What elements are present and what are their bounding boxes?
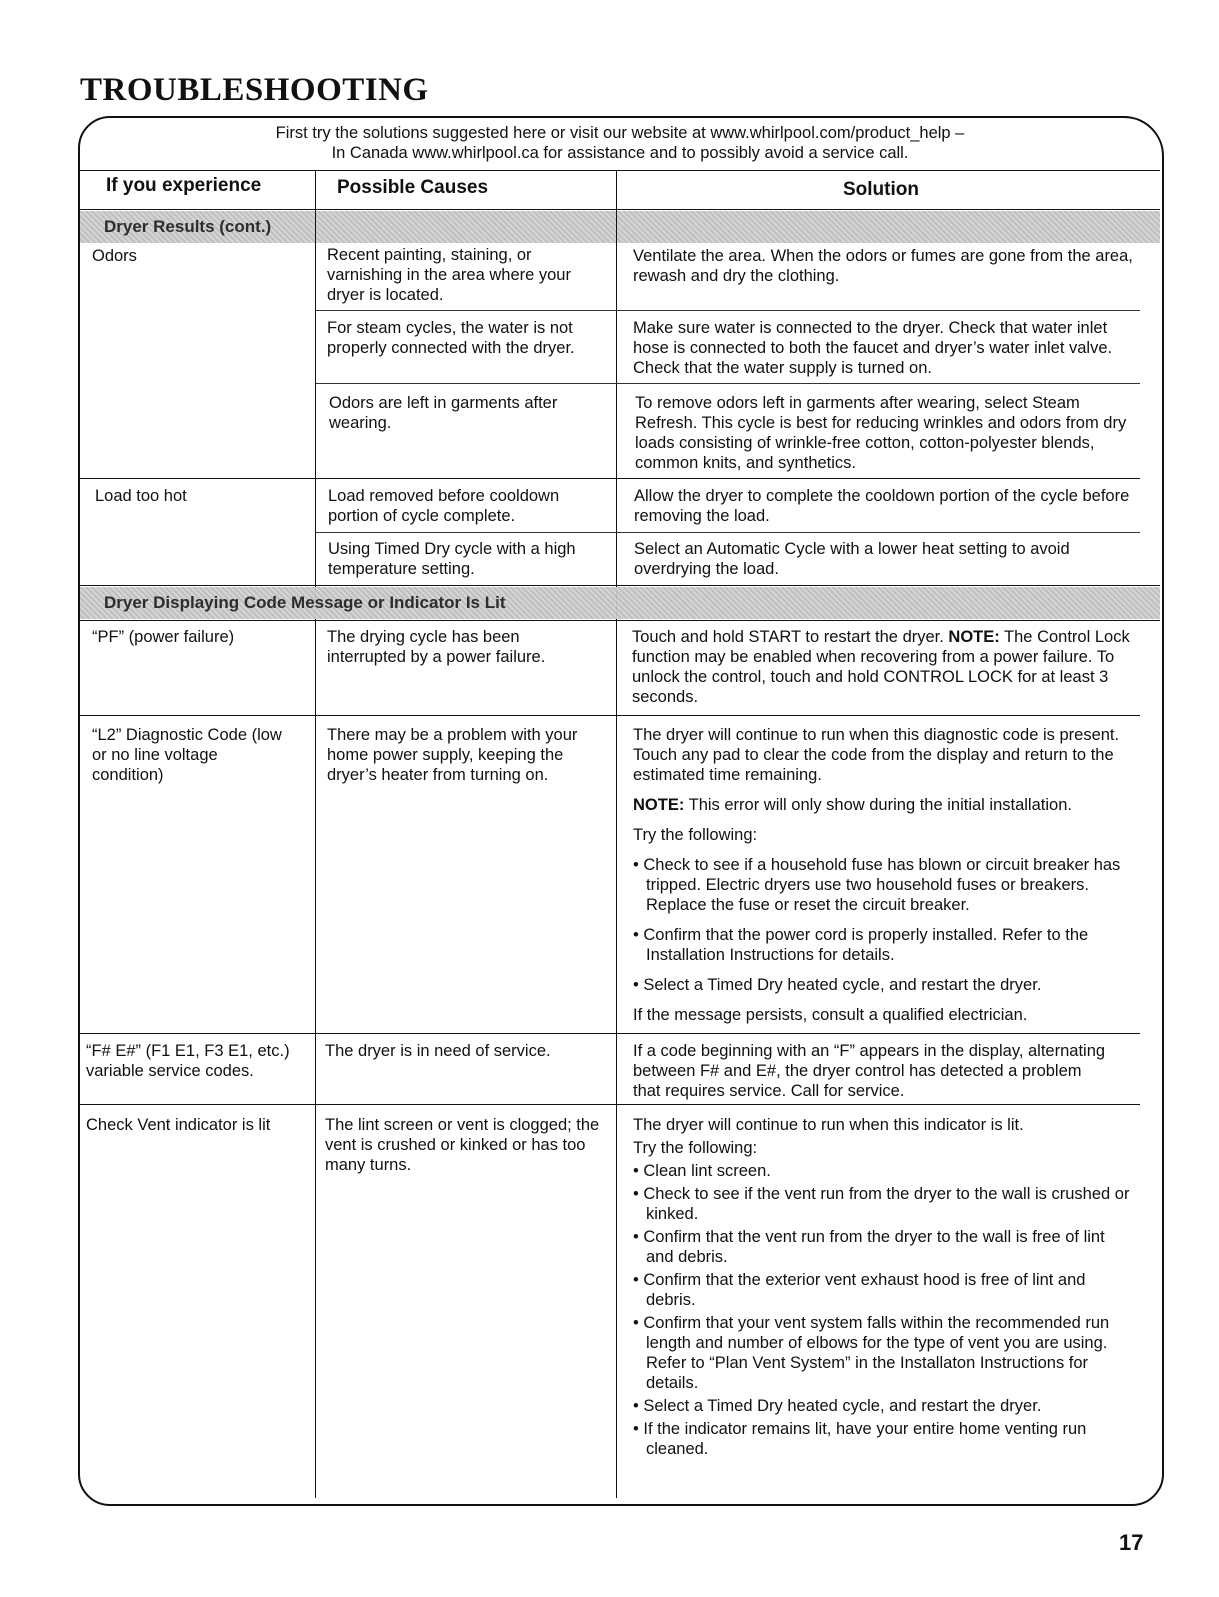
solution-l2-intro: The dryer will continue to run when this diagnostic code is present. Touch any pad to clear the code from the display and return to the estimated time remaining. bbox=[633, 726, 1120, 784]
row-rule bbox=[80, 478, 1140, 479]
section-title: Dryer Results (cont.) bbox=[104, 217, 272, 236]
solution-l2-note bbox=[633, 795, 1133, 815]
experience-fe: “F# E#” (F1 E1, F3 E1, etc.) variable service codes. bbox=[86, 1042, 290, 1080]
list-item: • Confirm that the power cord is properly installed. Refer to the Installation Instructions for details. bbox=[633, 925, 1133, 965]
solution-pf bbox=[632, 627, 1132, 707]
solution-l2-try: Try the following: bbox=[633, 826, 758, 844]
intro-text bbox=[80, 123, 1160, 163]
solution-vent-try: Try the following: bbox=[633, 1139, 758, 1157]
solution-odors-2: Make sure water is connected to the dryer. Check that water inlet hose is connected to both the faucet and dryer’s water inlet valve. Check that the water supply is turned on. bbox=[633, 319, 1113, 377]
solution-pf-text-2: The Control Lock function may be enabled when recovering from a power failure. To unlock the control, touch and hold CONTROL LOCK for at least 3 seconds. bbox=[632, 628, 1130, 706]
cause-odors-1: Recent painting, staining, or varnishing in the area where your dryer is located. bbox=[327, 246, 571, 304]
page-number: 17 bbox=[1119, 1530, 1144, 1555]
cause-fe: The dryer is in need of service. bbox=[325, 1042, 551, 1060]
header-top-rule bbox=[80, 170, 1160, 171]
list-item: • Check to see if a household fuse has blown or circuit breaker has tripped. Electric dryers use two household fuses or breakers. Replace the fuse or reset the circuit breaker. bbox=[633, 855, 1133, 915]
list-item: • Confirm that the exterior vent exhaust hood is free of lint and debris. bbox=[633, 1270, 1133, 1310]
list-item: • Select a Timed Dry heated cycle, and restart the dryer. bbox=[633, 1396, 1133, 1416]
solution-odors-1: Ventilate the area. When the odors or fumes are gone from the area, rewash and dry the clothing. bbox=[633, 247, 1133, 285]
column-divider-2 bbox=[616, 170, 617, 1498]
section-title: Dryer Displaying Code Message or Indicator Is Lit bbox=[104, 593, 506, 612]
page-title: TROUBLESHOOTING bbox=[80, 72, 429, 108]
experience-l2: “L2” Diagnostic Code (low or no line voltage condition) bbox=[92, 726, 282, 784]
section-band-dryer-results bbox=[80, 211, 1160, 243]
column-divider-1 bbox=[315, 170, 316, 1498]
cause-odors-3: Odors are left in garments after wearing. bbox=[329, 394, 558, 432]
row-rule bbox=[316, 532, 1140, 533]
cause-hot-1: Load removed before cooldown portion of cycle complete. bbox=[328, 487, 560, 525]
list-item: • If the indicator remains lit, have your entire home venting run cleaned. bbox=[633, 1419, 1133, 1459]
row-rule bbox=[80, 585, 1160, 586]
list-item: • Confirm that the vent run from the dryer to the wall is free of lint and debris. bbox=[633, 1227, 1133, 1267]
header-causes: Possible Causes bbox=[337, 177, 489, 198]
section-band-code-message bbox=[80, 587, 1160, 619]
row-rule bbox=[80, 715, 1140, 716]
list-item: • Confirm that your vent system falls within the recommended run length and number of elbows for the type of vent you are using. Refer to “Plan Vent System” in the Installaton Instructions for details. bbox=[633, 1313, 1133, 1393]
note-label: NOTE: bbox=[633, 796, 685, 814]
header-solution: Solution bbox=[843, 179, 919, 200]
row-rule bbox=[80, 1104, 1140, 1105]
row-rule bbox=[316, 310, 1140, 311]
cause-l2: There may be a problem with your home power supply, keeping the dryer’s heater from turning on. bbox=[327, 726, 578, 784]
cause-hot-2: Using Timed Dry cycle with a high temperature setting. bbox=[328, 540, 576, 578]
solution-hot-2: Select an Automatic Cycle with a lower heat setting to avoid overdrying the load. bbox=[634, 540, 1070, 578]
list-item: • Check to see if the vent run from the dryer to the wall is crushed or kinked. bbox=[633, 1184, 1133, 1224]
experience-pf: “PF” (power failure) bbox=[92, 628, 235, 646]
cause-check-vent: The lint screen or vent is clogged; the vent is crushed or kinked or has too many turns. bbox=[325, 1116, 600, 1174]
header-bottom-rule bbox=[80, 209, 1160, 210]
row-rule bbox=[316, 383, 1140, 384]
solution-hot-1: Allow the dryer to complete the cooldown portion of the cycle before removing the load. bbox=[634, 487, 1130, 525]
solution-l2 bbox=[633, 725, 1133, 1035]
experience-load-too-hot: Load too hot bbox=[95, 487, 187, 505]
intro-line-2: In Canada www.whirlpool.ca for assistance and to possibly avoid a service call. bbox=[331, 144, 909, 162]
solution-odors-3: To remove odors left in garments after wearing, select Steam Refresh. This cycle is best for reducing wrinkles and odors from dry loads consisting of wrinkle-free cotton, cotton-polyester blends, common knits, and synthetics. bbox=[635, 394, 1127, 472]
solution-l2-end: If the message persists, consult a qualified electrician. bbox=[633, 1006, 1028, 1024]
list-item: • Select a Timed Dry heated cycle, and restart the dryer. bbox=[633, 975, 1133, 995]
solution-fe: If a code beginning with an “F” appears in the display, alternating between F# and E#, the dryer control has detected a problem that requires service. Call for service. bbox=[633, 1042, 1106, 1100]
experience-check-vent: Check Vent indicator is lit bbox=[86, 1116, 271, 1134]
experience-odors: Odors bbox=[92, 247, 137, 265]
list-item: • Clean lint screen. bbox=[633, 1161, 1133, 1181]
row-rule bbox=[80, 620, 1160, 621]
intro-line-1: First try the solutions suggested here or visit our website at www.whirlpool.com/product_help – bbox=[275, 124, 965, 142]
note-label: NOTE: bbox=[948, 628, 1000, 646]
row-rule bbox=[80, 1033, 1140, 1034]
solution-pf-text: Touch and hold START to restart the dryer. bbox=[632, 628, 949, 646]
cause-pf: The drying cycle has been interrupted by a power failure. bbox=[327, 628, 546, 666]
cause-odors-2: For steam cycles, the water is not properly connected with the dryer. bbox=[327, 319, 575, 357]
note-text: This error will only show during the initial installation. bbox=[684, 796, 1072, 814]
solution-check-vent bbox=[633, 1115, 1133, 1462]
header-experience: If you experience bbox=[106, 175, 262, 196]
solution-vent-intro: The dryer will continue to run when this indicator is lit. bbox=[633, 1116, 1024, 1134]
